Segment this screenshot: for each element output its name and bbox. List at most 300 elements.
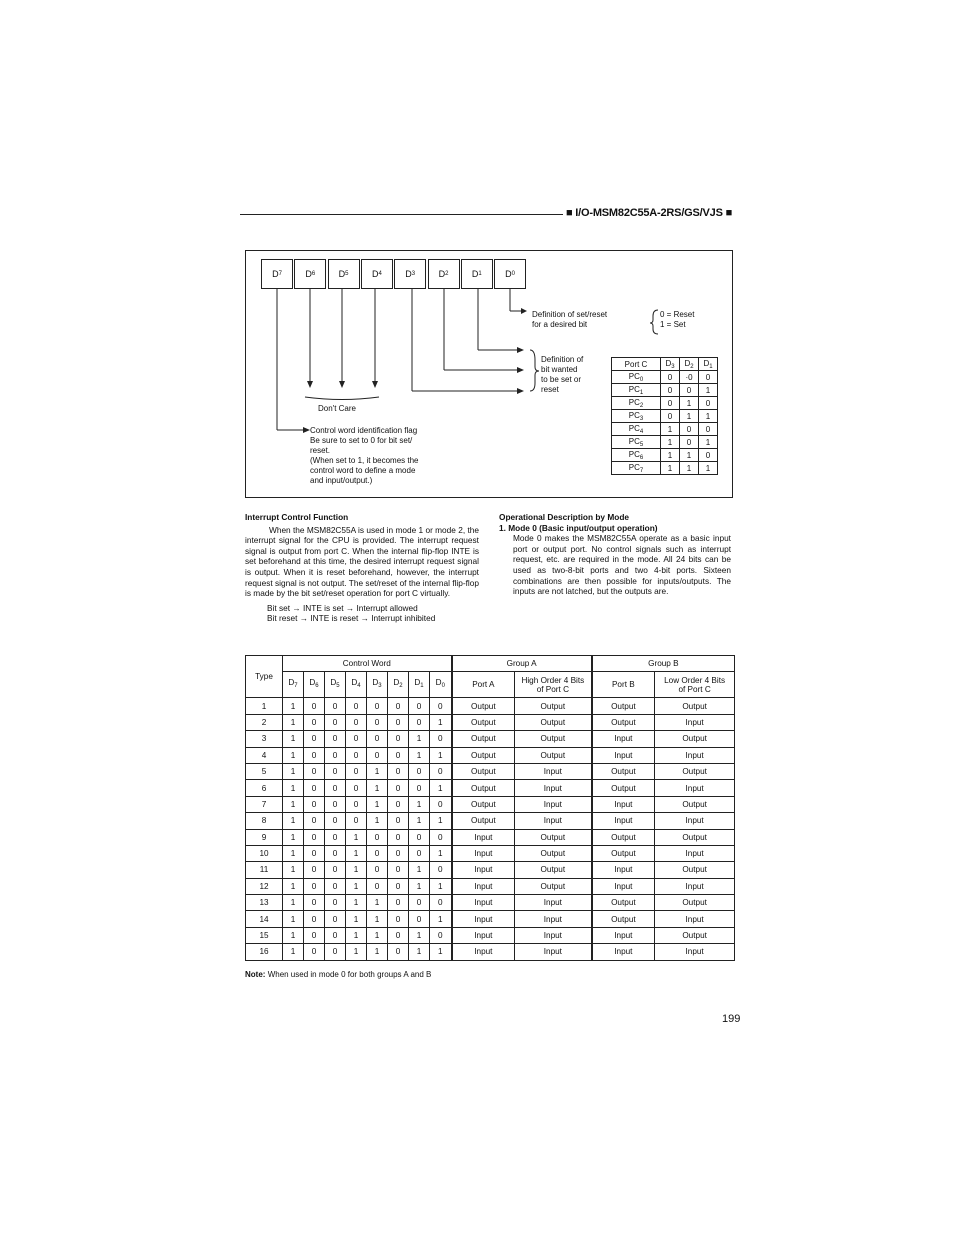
port-io-cell: Output	[592, 911, 655, 927]
bit-cell: 0	[304, 731, 325, 747]
def-setreset-line-2: for a desired bit	[532, 320, 588, 329]
port-io-cell: Output	[515, 878, 592, 894]
port-io-cell: Input	[452, 845, 515, 861]
label-base: D	[272, 269, 279, 279]
bit-cell: 0	[388, 944, 409, 960]
port-io-cell: Output	[452, 731, 515, 747]
port-io-cell: Output	[515, 829, 592, 845]
port-bit-cell: 1	[699, 410, 718, 423]
port-name-cell	[612, 371, 661, 384]
bit-reset-line: Bit reset → INTE is reset → Interrupt inhibited	[267, 613, 436, 624]
bit-cell: 0	[325, 747, 346, 763]
bit-cell: 1	[430, 944, 452, 960]
port-io-cell: Input	[592, 878, 655, 894]
label-base: D	[351, 678, 358, 688]
bit-cell: 1	[283, 780, 304, 796]
type-cell: 6	[246, 780, 283, 796]
table-row	[246, 796, 735, 812]
label-base: D	[338, 269, 346, 279]
table-row	[246, 911, 735, 927]
high-order-header	[515, 672, 592, 698]
bit-cell: 0	[409, 829, 430, 845]
bit-cell: 0	[304, 845, 325, 861]
label-base: D	[505, 269, 512, 279]
label-base: D	[684, 358, 691, 368]
table-row	[246, 813, 735, 829]
bit-cell: 0	[409, 845, 430, 861]
port-io-cell: Input	[655, 780, 735, 796]
port-io-cell: Input	[515, 763, 592, 779]
bit-cell: 0	[388, 845, 409, 861]
bit-cell: 0	[325, 714, 346, 730]
def-setreset-line-1: Definition of set/reset	[532, 310, 608, 319]
bit-cell: 0	[304, 862, 325, 878]
port-io-cell: Output	[515, 698, 592, 714]
port-io-cell: Input	[452, 829, 515, 845]
bit-header-d1	[409, 672, 430, 698]
bit-cell: 0	[388, 829, 409, 845]
bit-cell: 0	[325, 829, 346, 845]
label-base: D	[665, 358, 672, 368]
bit-cell: 1	[430, 747, 452, 763]
bit-cell: 0	[304, 944, 325, 960]
table-row	[246, 944, 735, 960]
interrupt-section	[245, 512, 479, 624]
port-io-cell: Output	[515, 747, 592, 763]
bit-cell: 0	[304, 813, 325, 829]
port-io-cell: Input	[452, 878, 515, 894]
bit-cell: 0	[388, 862, 409, 878]
flag-line-3: reset.	[310, 446, 331, 455]
table-row	[246, 747, 735, 763]
port-io-cell: Output	[592, 763, 655, 779]
port-table-row	[612, 423, 718, 436]
bit-cell: 0	[367, 698, 388, 714]
flag-line-6: and input/output.)	[310, 476, 373, 485]
port-io-cell: Output	[592, 829, 655, 845]
header-rule	[240, 214, 563, 215]
bit-cell: 0	[325, 845, 346, 861]
group-a-header: Group A	[452, 656, 592, 672]
label-subscript: 7	[294, 683, 298, 690]
port-io-cell: Input	[655, 878, 735, 894]
bit-cell: 1	[409, 731, 430, 747]
table-row	[246, 927, 735, 943]
bit-cell: 0	[325, 895, 346, 911]
bit-cell: 1	[430, 780, 452, 796]
port-io-cell: Output	[592, 698, 655, 714]
port-io-cell: Output	[655, 895, 735, 911]
bit-cell: 1	[283, 944, 304, 960]
port-table-row	[612, 462, 718, 475]
flag-line-2: Be sure to set to 0 for bit set/	[310, 436, 413, 445]
port-io-cell: Input	[452, 862, 515, 878]
port-bit-cell: 0	[699, 397, 718, 410]
bit-cell: 0	[388, 927, 409, 943]
flag-line-4: (When set to 1, it becomes the	[310, 456, 419, 465]
bit-cell: 1	[430, 878, 452, 894]
table-row	[246, 714, 735, 730]
bit-cell: 1	[367, 780, 388, 796]
port-bit-cell: 0	[680, 384, 699, 397]
label-base: D	[393, 678, 400, 688]
bit-cell: 0	[388, 878, 409, 894]
table-row	[246, 878, 735, 894]
label-base: D	[371, 269, 379, 279]
note-text: When used in mode 0 for both groups A and B	[267, 970, 432, 979]
bit-cell: 0	[346, 813, 367, 829]
bit-cell: 0	[388, 731, 409, 747]
port-io-cell: Output	[592, 714, 655, 730]
bit-cell: 0	[346, 763, 367, 779]
bit-cell: 1	[283, 731, 304, 747]
port-io-cell: Output	[515, 731, 592, 747]
bit-cell: 1	[430, 714, 452, 730]
port-bit-cell: 0	[699, 423, 718, 436]
bit-cell: 0	[367, 845, 388, 861]
bit-cell: 1	[409, 927, 430, 943]
mode0-combination-table	[245, 655, 735, 961]
def-bit-line-1: Definition of	[541, 355, 584, 364]
label-base: D	[309, 678, 316, 688]
bit-cell: 0	[367, 747, 388, 763]
port-io-cell: Output	[452, 796, 515, 812]
bit-cell: 1	[346, 911, 367, 927]
bit-cell: 1	[283, 845, 304, 861]
table-row	[246, 862, 735, 878]
port-name-cell	[612, 462, 661, 475]
flag-line-5: control word to define a mode	[310, 466, 416, 475]
port-io-cell: Output	[655, 829, 735, 845]
port-table-row	[612, 410, 718, 423]
port-io-cell: Output	[655, 731, 735, 747]
bit-cell: 0	[388, 813, 409, 829]
port-io-cell: Output	[655, 698, 735, 714]
label-subscript: 1	[478, 271, 482, 277]
bit-cell: 0	[430, 796, 452, 812]
document-title: ■ I/O-MSM82C55A-2RS/GS/VJS ■	[566, 207, 733, 219]
mode-heading: Operational Description by Mode	[499, 512, 630, 522]
bit-cell: 0	[304, 780, 325, 796]
bit-cell: 0	[388, 763, 409, 779]
port-io-cell: Output	[452, 780, 515, 796]
port-io-cell: Input	[452, 927, 515, 943]
port-name-cell	[612, 436, 661, 449]
bit-cell: 0	[388, 895, 409, 911]
label-subscript: 4	[357, 683, 361, 690]
table-note	[245, 970, 431, 979]
bit-cell: 1	[367, 927, 388, 943]
label-base: D	[305, 269, 312, 279]
page-number: 199	[722, 1013, 741, 1025]
mode-section	[499, 512, 731, 597]
label-subscript: 5	[336, 683, 340, 690]
port-bit-cell: 0	[680, 436, 699, 449]
port-io-cell: Input	[515, 796, 592, 812]
bit-cell: 1	[346, 829, 367, 845]
label-base: D	[703, 358, 710, 368]
bit-header-d0	[430, 672, 452, 698]
bit-cell: 0	[304, 878, 325, 894]
group-b-header: Group B	[592, 656, 735, 672]
bit-cell: 0	[325, 731, 346, 747]
port-io-cell: Input	[655, 911, 735, 927]
port-io-cell: Input	[515, 927, 592, 943]
port-name-cell	[612, 449, 661, 462]
flag-line-1: Control word identification flag	[310, 426, 418, 435]
port-bit-cell: 0	[699, 449, 718, 462]
bit-cell: 1	[346, 862, 367, 878]
port-io-cell: Input	[452, 944, 515, 960]
bit-cell: 0	[325, 780, 346, 796]
type-cell: 4	[246, 747, 283, 763]
type-cell: 14	[246, 911, 283, 927]
bit-cell: 0	[325, 796, 346, 812]
high-order-line: High Order 4 Bits	[521, 675, 585, 685]
bit-cell: 0	[325, 763, 346, 779]
control-word-header: Control Word	[283, 656, 452, 672]
port-io-cell: Input	[452, 895, 515, 911]
bit-cell: 1	[283, 698, 304, 714]
bit-cell: 1	[283, 747, 304, 763]
def-bit-line-3: to be set or	[541, 375, 582, 384]
bit-cell: 1	[367, 944, 388, 960]
type-cell: 1	[246, 698, 283, 714]
label-subscript: 4	[639, 428, 644, 435]
bit-cell: 0	[346, 698, 367, 714]
label-subscript: 1	[709, 363, 713, 370]
bit-cell: 0	[367, 862, 388, 878]
port-c-bit-table	[611, 357, 718, 475]
bit-cell: 0	[388, 911, 409, 927]
port-io-cell: Input	[592, 747, 655, 763]
bit-cell: 0	[304, 698, 325, 714]
port-name-cell	[612, 410, 661, 423]
port-io-cell: Input	[515, 813, 592, 829]
bit-cell: 1	[367, 911, 388, 927]
label-base: D	[372, 678, 379, 688]
bit-cell: 1	[283, 714, 304, 730]
bit-cell: 1	[283, 763, 304, 779]
port-io-cell: Output	[515, 862, 592, 878]
label-base: PC	[628, 397, 640, 407]
bit-cell: 1	[346, 944, 367, 960]
bit-cell: 0	[409, 714, 430, 730]
port-bit-cell: 1	[661, 449, 680, 462]
bit-cell: 1	[283, 829, 304, 845]
port-io-cell: Output	[655, 763, 735, 779]
bit-cell: 1	[367, 763, 388, 779]
bit-cell: 0	[430, 763, 452, 779]
bit-cell: 1	[430, 813, 452, 829]
bit-cell: 0	[367, 731, 388, 747]
bit-cell: 0	[430, 731, 452, 747]
port-table-header-cell	[661, 358, 680, 371]
bit-cell: 1	[409, 862, 430, 878]
bit-header-d4	[346, 672, 367, 698]
bit-cell: 0	[409, 763, 430, 779]
port-io-cell: Input	[655, 845, 735, 861]
port-bit-cell: 0	[661, 384, 680, 397]
table-header-row-1	[246, 656, 735, 672]
port-io-cell: Output	[592, 895, 655, 911]
port-bit-cell: 1	[680, 462, 699, 475]
type-cell: 5	[246, 763, 283, 779]
port-io-cell: Input	[515, 895, 592, 911]
bit-cell: 1	[430, 845, 452, 861]
port-io-cell: Output	[655, 927, 735, 943]
label-base: D	[330, 678, 337, 688]
type-cell: 7	[246, 796, 283, 812]
port-io-cell: Output	[655, 862, 735, 878]
port-bit-cell: 1	[661, 462, 680, 475]
label-subscript: 2	[445, 271, 449, 277]
port-name-cell	[612, 423, 661, 436]
port-io-cell: Output	[452, 698, 515, 714]
port-io-cell: Input	[452, 911, 515, 927]
type-cell: 16	[246, 944, 283, 960]
port-table-header-cell	[612, 358, 661, 371]
port-bit-cell: 0	[699, 371, 718, 384]
bit-cell: 0	[367, 829, 388, 845]
bit-cell: 0	[346, 731, 367, 747]
label-subscript: 0	[511, 271, 516, 277]
bit-cell: 0	[304, 714, 325, 730]
bit-header-d6	[304, 672, 325, 698]
bit-cell: 0	[430, 927, 452, 943]
label-subscript: 3	[639, 415, 644, 422]
bit-cell: 0	[304, 763, 325, 779]
label-subscript: 6	[639, 454, 644, 461]
port-table-row	[612, 397, 718, 410]
port-io-cell: Output	[515, 714, 592, 730]
port-bit-cell: 1	[699, 384, 718, 397]
set-reset-values	[660, 310, 694, 330]
bit-cell: 0	[346, 747, 367, 763]
bit-cell: 0	[388, 698, 409, 714]
bit-cell: 1	[367, 796, 388, 812]
label-subscript: 0	[441, 683, 445, 690]
port-io-cell: Input	[515, 780, 592, 796]
type-cell: 15	[246, 927, 283, 943]
label-base: D	[471, 269, 479, 279]
bit-cell: 1	[283, 796, 304, 812]
def-setreset-label	[532, 310, 607, 330]
port-io-cell: Input	[655, 747, 735, 763]
port-io-cell: Output	[452, 747, 515, 763]
label-subscript: 2	[690, 363, 694, 370]
port-io-cell: Input	[655, 714, 735, 730]
label-subscript: 3	[411, 271, 416, 277]
bit-cell: 0	[346, 714, 367, 730]
table-row	[246, 845, 735, 861]
port-io-cell: Input	[515, 944, 592, 960]
port-bit-cell: 1	[699, 436, 718, 449]
label-base: D	[288, 678, 295, 688]
type-cell: 12	[246, 878, 283, 894]
type-cell: 9	[246, 829, 283, 845]
port-table-row	[612, 436, 718, 449]
label-base: PC	[628, 410, 640, 420]
bit-cell: 1	[346, 845, 367, 861]
bit-cell: 1	[409, 747, 430, 763]
bit-cell: 0	[409, 780, 430, 796]
type-cell: 11	[246, 862, 283, 878]
port-io-cell: Input	[592, 731, 655, 747]
type-header: Type	[246, 656, 283, 698]
port-bit-cell: 0	[661, 397, 680, 410]
bit-cell: 0	[325, 927, 346, 943]
port-bit-cell: ·0	[680, 371, 699, 384]
low-order-line: Low Order 4 Bits	[664, 675, 726, 685]
port-bit-cell: 1	[680, 410, 699, 423]
port-name-cell	[612, 397, 661, 410]
bit-cell: 1	[430, 911, 452, 927]
port-bit-cell: 0	[661, 410, 680, 423]
port-name-cell	[612, 384, 661, 397]
bit-header-d7	[283, 672, 304, 698]
port-io-cell: Output	[452, 714, 515, 730]
port-io-cell: Output	[452, 763, 515, 779]
label-base: PC	[628, 423, 640, 433]
label-subscript: 5	[345, 271, 349, 277]
label-subscript: 1	[639, 389, 644, 396]
bit-cell: 0	[409, 911, 430, 927]
bit-cell: 1	[283, 813, 304, 829]
type-cell: 3	[246, 731, 283, 747]
label-subscript: 3	[378, 683, 382, 690]
note-label: Note:	[245, 970, 266, 979]
bit-cell: 1	[346, 927, 367, 943]
def-bit-line-4: reset	[541, 385, 559, 394]
port-a-header: Port A	[452, 672, 515, 698]
def-bit-line-2: bit wanted	[541, 365, 578, 374]
type-cell: 2	[246, 714, 283, 730]
label-base: PC	[628, 449, 640, 459]
bit-cell: 1	[283, 895, 304, 911]
port-io-cell: Output	[592, 845, 655, 861]
port-io-cell: Input	[592, 862, 655, 878]
port-io-cell: Input	[592, 944, 655, 960]
label-base: PC	[628, 384, 640, 394]
label-subscript: 6	[315, 683, 319, 690]
label-base: D	[435, 678, 442, 688]
bit-cell: 0	[325, 911, 346, 927]
bit-header-d2	[388, 672, 409, 698]
bit-cell: 0	[325, 862, 346, 878]
label-base: Port C	[624, 359, 648, 369]
bit-header-d3	[367, 672, 388, 698]
bit-cell: 0	[304, 796, 325, 812]
bit-cell: 1	[367, 813, 388, 829]
interrupt-heading: Interrupt Control Function	[245, 512, 349, 522]
bit-cell: 0	[304, 911, 325, 927]
port-io-cell: Output	[655, 796, 735, 812]
port-table-row	[612, 371, 718, 384]
label-subscript: 6	[311, 271, 316, 277]
port-io-cell: Output	[452, 813, 515, 829]
table-row	[246, 731, 735, 747]
label-subscript: 3	[671, 363, 675, 370]
bit-cell: 0	[304, 895, 325, 911]
dont-care-label: Don't Care	[318, 404, 356, 413]
port-io-cell: Output	[515, 845, 592, 861]
port-io-cell: Output	[592, 780, 655, 796]
mode0-paragraph: Mode 0 makes the MSM82C55A operate as a basic input port or output port. No control signals such as interrupt request, etc. are required in the mode. All 24 bits can be used as two-8-bit ports and two 4-bit ports. Sixteen combinations are then possible for inputs/outputs. The inputs are not latched, but the outputs are.	[513, 533, 731, 597]
table-row	[246, 763, 735, 779]
bit-cell: 0	[388, 747, 409, 763]
port-table-row	[612, 384, 718, 397]
